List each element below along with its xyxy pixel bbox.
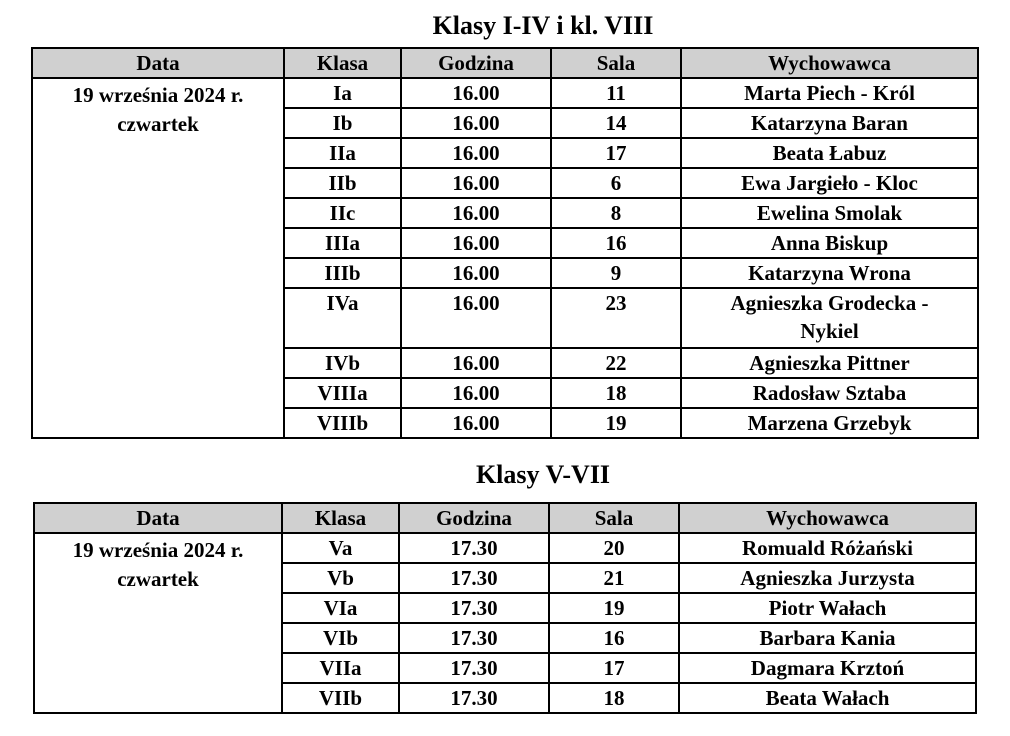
klasa-cell: IIc bbox=[284, 198, 401, 228]
header-sala: Sala bbox=[549, 503, 679, 533]
sala-cell: 23 bbox=[551, 288, 681, 348]
schedule-table-grades-1-4-8 bbox=[31, 47, 979, 439]
date-text: 19 września 2024 r. bbox=[72, 538, 244, 562]
godzina-cell: 16.00 bbox=[401, 198, 551, 228]
header-data: Data bbox=[34, 503, 282, 533]
sala-cell: 9 bbox=[551, 258, 681, 288]
godzina-cell: 16.00 bbox=[401, 138, 551, 168]
header-godzina: Godzina bbox=[401, 48, 551, 78]
wychowawca-cell: Marzena Grzebyk bbox=[681, 408, 978, 438]
godzina-cell: 17.30 bbox=[399, 563, 549, 593]
godzina-cell: 16.00 bbox=[401, 348, 551, 378]
wychowawca-cell: Agnieszka Jurzysta bbox=[679, 563, 976, 593]
date-cell bbox=[32, 78, 284, 438]
sala-cell: 14 bbox=[551, 108, 681, 138]
klasa-cell: Ia bbox=[284, 78, 401, 108]
header-wychowawca: Wychowawca bbox=[681, 48, 978, 78]
godzina-cell: 16.00 bbox=[401, 78, 551, 108]
sala-cell: 19 bbox=[551, 408, 681, 438]
wychowawca-cell: Katarzyna Wrona bbox=[681, 258, 978, 288]
weekday-text: czwartek bbox=[117, 567, 199, 591]
klasa-cell: VIb bbox=[282, 623, 399, 653]
header-klasa: Klasa bbox=[282, 503, 399, 533]
godzina-cell: 17.30 bbox=[399, 683, 549, 713]
sala-cell: 16 bbox=[549, 623, 679, 653]
klasa-cell: IIIb bbox=[284, 258, 401, 288]
wychowawca-cell: Anna Biskup bbox=[681, 228, 978, 258]
wychowawca-cell: Marta Piech - Król bbox=[681, 78, 978, 108]
wychowawca-cell: Radosław Sztaba bbox=[681, 378, 978, 408]
sala-cell: 18 bbox=[549, 683, 679, 713]
wychowawca-cell: Agnieszka Grodecka - Nykiel bbox=[681, 288, 978, 348]
header-data: Data bbox=[32, 48, 284, 78]
table-header-row bbox=[32, 48, 978, 78]
sala-cell: 11 bbox=[551, 78, 681, 108]
wychowawca-cell: Beata Wałach bbox=[679, 683, 976, 713]
klasa-cell: IIb bbox=[284, 168, 401, 198]
sala-cell: 19 bbox=[549, 593, 679, 623]
wychowawca-cell: Dagmara Krztoń bbox=[679, 653, 976, 683]
klasa-cell: IIIa bbox=[284, 228, 401, 258]
wychowawca-cell: Katarzyna Baran bbox=[681, 108, 978, 138]
header-klasa: Klasa bbox=[284, 48, 401, 78]
wychowawca-cell: Ewa Jargieło - Kloc bbox=[681, 168, 978, 198]
godzina-cell: 16.00 bbox=[401, 228, 551, 258]
wychowawca-cell: Agnieszka Pittner bbox=[681, 348, 978, 378]
sala-cell: 18 bbox=[551, 378, 681, 408]
klasa-cell: Vb bbox=[282, 563, 399, 593]
godzina-cell: 16.00 bbox=[401, 408, 551, 438]
godzina-cell: 16.00 bbox=[401, 108, 551, 138]
klasa-cell: VIIa bbox=[282, 653, 399, 683]
schedule-table-grades-5-7 bbox=[33, 502, 977, 714]
godzina-cell: 17.30 bbox=[399, 593, 549, 623]
godzina-cell: 16.00 bbox=[401, 378, 551, 408]
wychowawca-cell: Piotr Wałach bbox=[679, 593, 976, 623]
klasa-cell: VIa bbox=[282, 593, 399, 623]
klasa-cell: VIIIb bbox=[284, 408, 401, 438]
godzina-cell: 17.30 bbox=[399, 533, 549, 563]
klasa-cell: IVb bbox=[284, 348, 401, 378]
klasa-cell: VIIb bbox=[282, 683, 399, 713]
klasa-cell: Ib bbox=[284, 108, 401, 138]
godzina-cell: 17.30 bbox=[399, 653, 549, 683]
godzina-cell: 16.00 bbox=[401, 258, 551, 288]
wychowawca-cell: Romuald Różański bbox=[679, 533, 976, 563]
wychowawca-cell: Ewelina Smolak bbox=[681, 198, 978, 228]
klasa-cell: IIa bbox=[284, 138, 401, 168]
klasa-cell: VIIIa bbox=[284, 378, 401, 408]
table-row bbox=[32, 78, 978, 108]
header-godzina: Godzina bbox=[399, 503, 549, 533]
wychowawca-cell: Beata Łabuz bbox=[681, 138, 978, 168]
table-row bbox=[34, 533, 976, 563]
sala-cell: 21 bbox=[549, 563, 679, 593]
section-title-grades-1-4-8: Klasy I-IV i kl. VIII bbox=[432, 11, 654, 40]
godzina-cell: 16.00 bbox=[401, 168, 551, 198]
sala-cell: 20 bbox=[549, 533, 679, 563]
sala-cell: 16 bbox=[551, 228, 681, 258]
date-text: 19 września 2024 r. bbox=[72, 83, 244, 107]
klasa-cell: IVa bbox=[284, 288, 401, 348]
sala-cell: 17 bbox=[549, 653, 679, 683]
wychowawca-cell: Barbara Kania bbox=[679, 623, 976, 653]
sala-cell: 17 bbox=[551, 138, 681, 168]
table-header-row bbox=[34, 503, 976, 533]
header-sala: Sala bbox=[551, 48, 681, 78]
date-cell bbox=[34, 533, 282, 713]
sala-cell: 6 bbox=[551, 168, 681, 198]
sala-cell: 22 bbox=[551, 348, 681, 378]
weekday-text: czwartek bbox=[117, 112, 199, 136]
section-title-grades-5-7: Klasy V-VII bbox=[475, 460, 611, 489]
godzina-cell: 17.30 bbox=[399, 623, 549, 653]
godzina-cell: 16.00 bbox=[401, 288, 551, 348]
header-wychowawca: Wychowawca bbox=[679, 503, 976, 533]
klasa-cell: Va bbox=[282, 533, 399, 563]
sala-cell: 8 bbox=[551, 198, 681, 228]
